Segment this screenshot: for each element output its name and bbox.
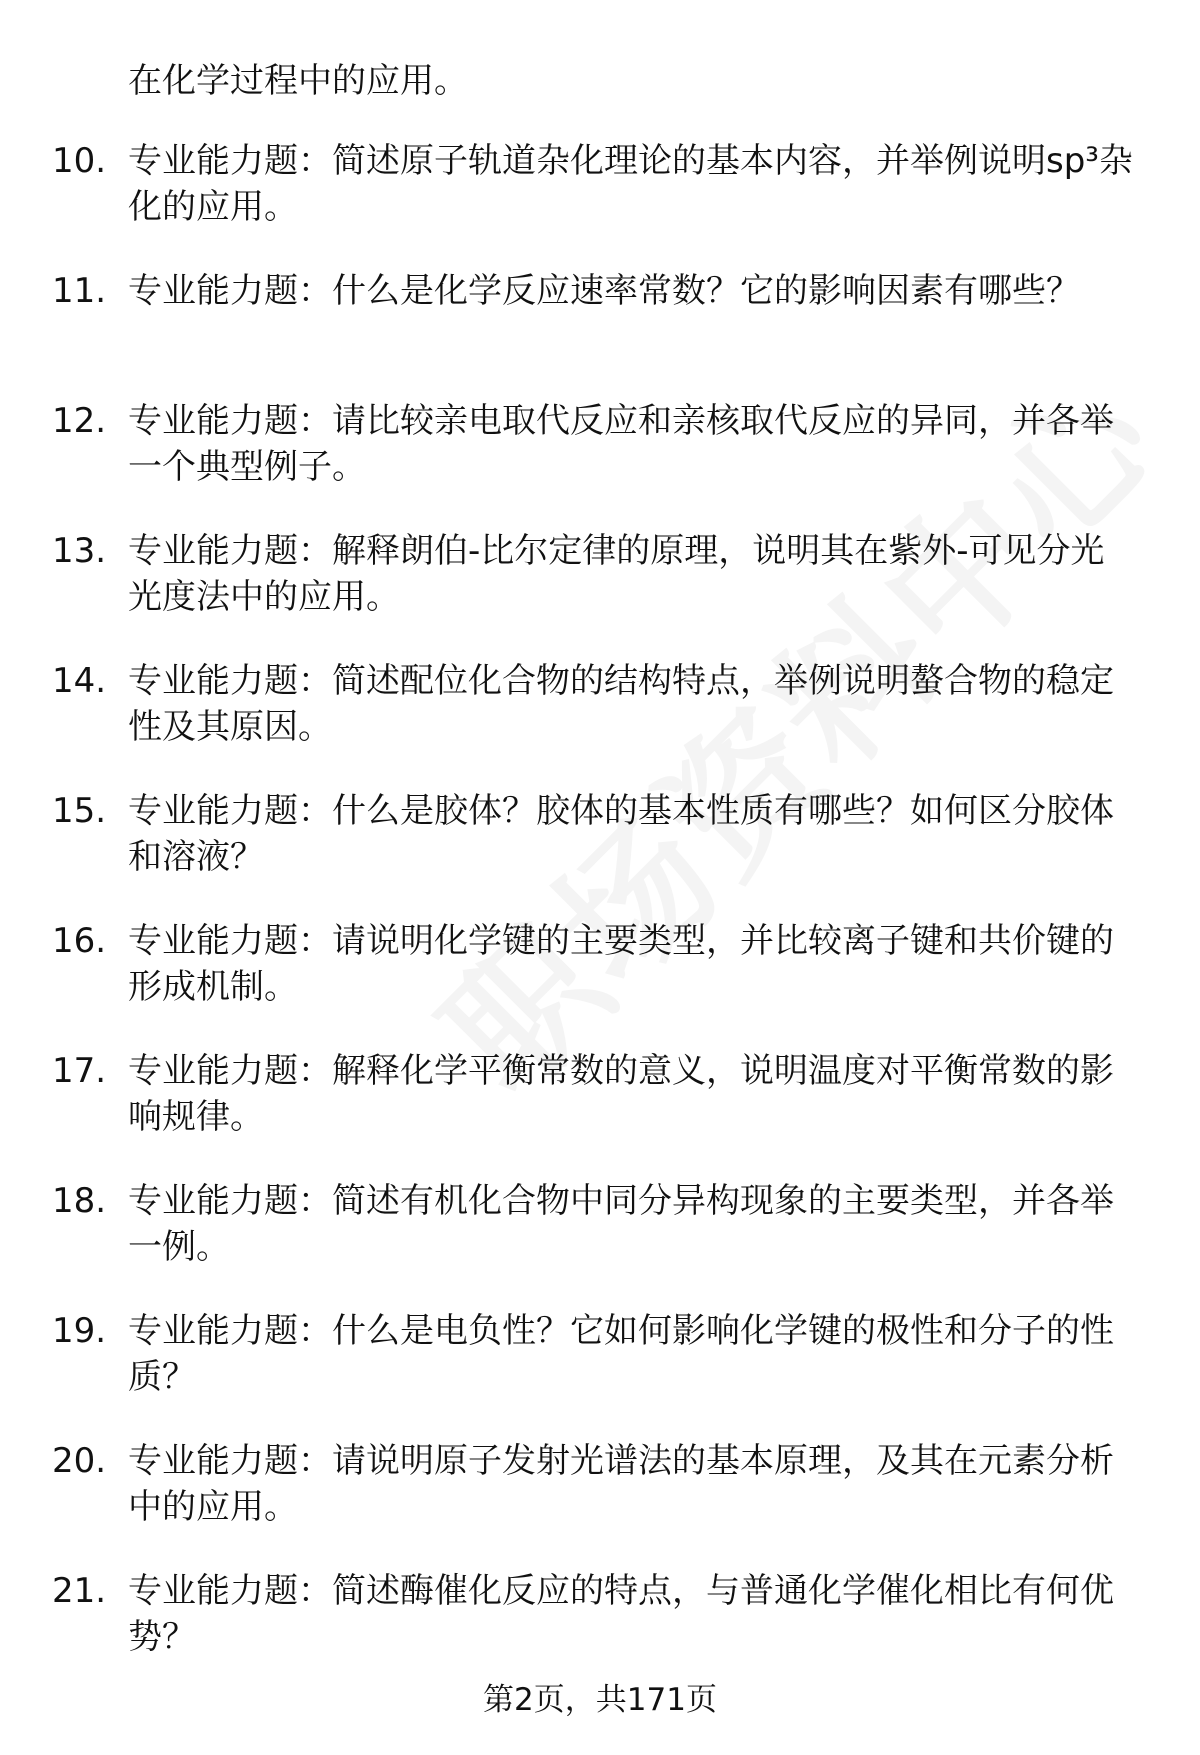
question-item [0,398,1200,487]
question-number: 21. [52,1571,107,1611]
question-number: 14. [52,661,107,701]
question-item [0,1308,1200,1397]
question-number: 12. [52,401,107,441]
question-number: 16. [52,921,107,961]
question-text: 专业能力题：请比较亲电取代反应和亲核取代反应的异同，并各举一个典型例子。 [128,401,1114,487]
question-text: 专业能力题：请说明化学键的主要类型，并比较离子键和共价键的形成机制。 [128,921,1114,1007]
question-text: 专业能力题：请说明原子发射光谱法的基本原理，及其在元素分析中的应用。 [128,1441,1114,1527]
question-item [0,1438,1200,1527]
question-text: 专业能力题：什么是电负性？它如何影响化学键的极性和分子的性质？ [128,1311,1114,1397]
question-item [0,268,1200,348]
question-text: 专业能力题：什么是化学反应速率常数？它的影响因素有哪些？ [128,271,1080,311]
question-number: 11. [52,271,107,311]
question-item [0,528,1200,617]
page-footer: 第2页，共171页 [483,1682,717,1718]
question-text: 专业能力题：解释化学平衡常数的意义，说明温度对平衡常数的影响规律。 [128,1051,1114,1137]
question-9-continuation: 在化学过程中的应用。 [128,61,468,101]
question-item [0,1568,1200,1657]
question-number: 20. [52,1441,107,1481]
question-text: 专业能力题：简述有机化合物中同分异构现象的主要类型，并各举一例。 [128,1181,1114,1267]
question-item [0,1178,1200,1267]
question-number: 17. [52,1051,107,1091]
question-text: 专业能力题：什么是胶体？胶体的基本性质有哪些？如何区分胶体和溶液？ [128,791,1114,877]
question-text: 专业能力题：简述配位化合物的结构特点，举例说明螯合物的稳定性及其原因。 [128,661,1114,747]
question-number: 10. [52,141,107,181]
question-item [0,658,1200,747]
question-number: 19. [52,1311,107,1351]
question-item [0,1048,1200,1137]
question-text: 专业能力题：简述酶催化反应的特点，与普通化学催化相比有何优势？ [128,1571,1114,1657]
question-text: 专业能力题：简述原子轨道杂化理论的基本内容，并举例说明sp³杂化的应用。 [128,141,1133,227]
question-item [0,138,1200,227]
question-item [0,788,1200,877]
question-number: 18. [52,1181,107,1221]
question-list [0,138,1200,1698]
question-text: 专业能力题：解释朗伯-比尔定律的原理，说明其在紫外-可见分光光度法中的应用。 [128,531,1105,617]
question-item [0,918,1200,1007]
question-number: 15. [52,791,107,831]
question-number: 13. [52,531,107,571]
